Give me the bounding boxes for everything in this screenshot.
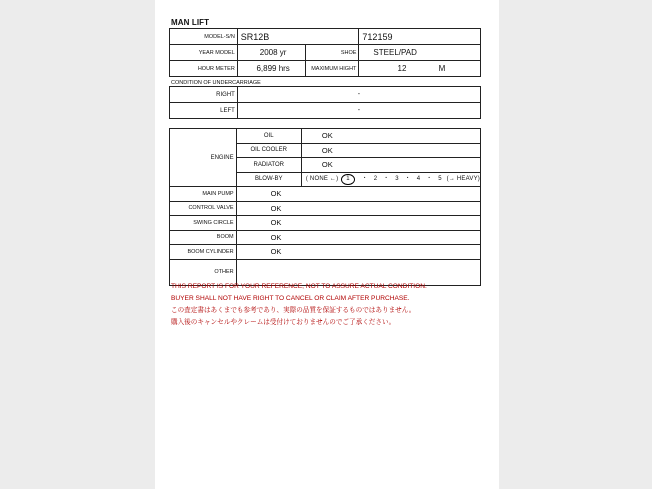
model-value: SR12B <box>237 29 359 45</box>
model-sn-label: MODEL-S/N <box>170 29 238 45</box>
disclaimer-line: 購入後のキャンセルやクレームは受付けておりませんのでご了承ください。 <box>171 319 396 326</box>
disclaimer-line: この査定書はあくまでも参考であり、実際の品質を保証するものではありません。 <box>171 307 416 314</box>
oil-cooler-label: OIL COOLER <box>236 143 301 158</box>
disclaimer-notes <box>171 281 427 329</box>
swing-circle-label: SWING CIRCLE <box>170 216 237 231</box>
radiator-label: RADIATOR <box>236 158 301 173</box>
main-pump-label: MAIN PUMP <box>170 187 237 202</box>
year-value: 2008 yr <box>237 45 306 61</box>
report-sheet <box>155 0 499 489</box>
hour-label: HOUR METER <box>170 61 238 77</box>
table-row <box>170 45 481 61</box>
undercarriage-table <box>169 86 481 119</box>
disclaimer-line: BUYER SHALL NOT HAVE RIGHT TO CANCEL OR CLAIM AFTER PURCHASE. <box>171 295 410 302</box>
scale-dot: ・ <box>361 176 368 183</box>
table-row <box>170 216 481 231</box>
boom-value: OK <box>236 230 480 245</box>
table-row <box>170 103 481 119</box>
blowby-level: 3 <box>395 176 399 183</box>
right-value: - <box>237 87 480 103</box>
oil-cooler-value: OK <box>301 143 480 158</box>
serial-value: 712159 <box>359 29 481 45</box>
right-label: RIGHT <box>170 87 238 103</box>
table-row <box>170 187 481 202</box>
table-row <box>170 87 481 103</box>
max-height-value: 12 <box>397 64 407 73</box>
blowby-label: BLOW-BY <box>236 172 301 187</box>
blowby-level: 5 <box>438 176 442 183</box>
year-label: YEAR MODEL <box>170 45 238 61</box>
control-valve-value: OK <box>236 201 480 216</box>
max-height-label: MAXIMUM HIGHT <box>306 61 359 77</box>
blowby-level: 2 <box>373 176 378 183</box>
hour-value: 6,899 hrs <box>237 61 306 77</box>
blowby-scale <box>301 172 480 187</box>
max-height-cell <box>359 61 481 77</box>
shoe-label: SHOE <box>306 45 359 61</box>
oil-value: OK <box>301 129 480 144</box>
blowby-level: 4 <box>416 176 421 183</box>
blowby-none: ( NONE ←) <box>305 176 339 183</box>
boom-cylinder-value: OK <box>236 245 480 260</box>
left-value: - <box>237 103 480 119</box>
scale-dot: ・ <box>426 176 433 183</box>
scale-dot: ・ <box>383 176 390 183</box>
control-valve-label: CONTROL VALVE <box>170 201 237 216</box>
boom-label: BOOM <box>170 230 237 245</box>
table-row <box>170 230 481 245</box>
disclaimer-line: THIS REPORT IS FOR YOUR REFERENCE, NOT TO ASSURE ACTUAL CONDITION. <box>171 283 427 290</box>
main-pump-value: OK <box>236 187 480 202</box>
blowby-heavy: (→ HEAVY) <box>446 176 480 183</box>
left-label: LEFT <box>170 103 238 119</box>
engine-label: ENGINE <box>170 129 237 187</box>
scale-dot: ・ <box>404 176 411 183</box>
undercarriage-heading: CONDITION OF UNDERCARRIAGE <box>171 80 261 86</box>
radiator-value: OK <box>301 158 480 173</box>
spec-table <box>169 28 481 77</box>
max-height-unit: M <box>438 64 446 73</box>
report-title: MAN LIFT <box>171 18 210 27</box>
oil-label: OIL <box>236 129 301 144</box>
inspection-table <box>169 128 481 286</box>
boom-cylinder-label: BOOM CYLINDER <box>170 245 237 260</box>
table-row <box>170 129 481 144</box>
swing-circle-value: OK <box>236 216 480 231</box>
other-label: OTHER <box>170 259 237 285</box>
blowby-selected-level: 1 <box>341 174 355 185</box>
table-row <box>170 201 481 216</box>
table-row <box>170 61 481 77</box>
table-row <box>170 29 481 45</box>
table-row <box>170 245 481 260</box>
shoe-value: STEEL/PAD <box>359 45 481 61</box>
